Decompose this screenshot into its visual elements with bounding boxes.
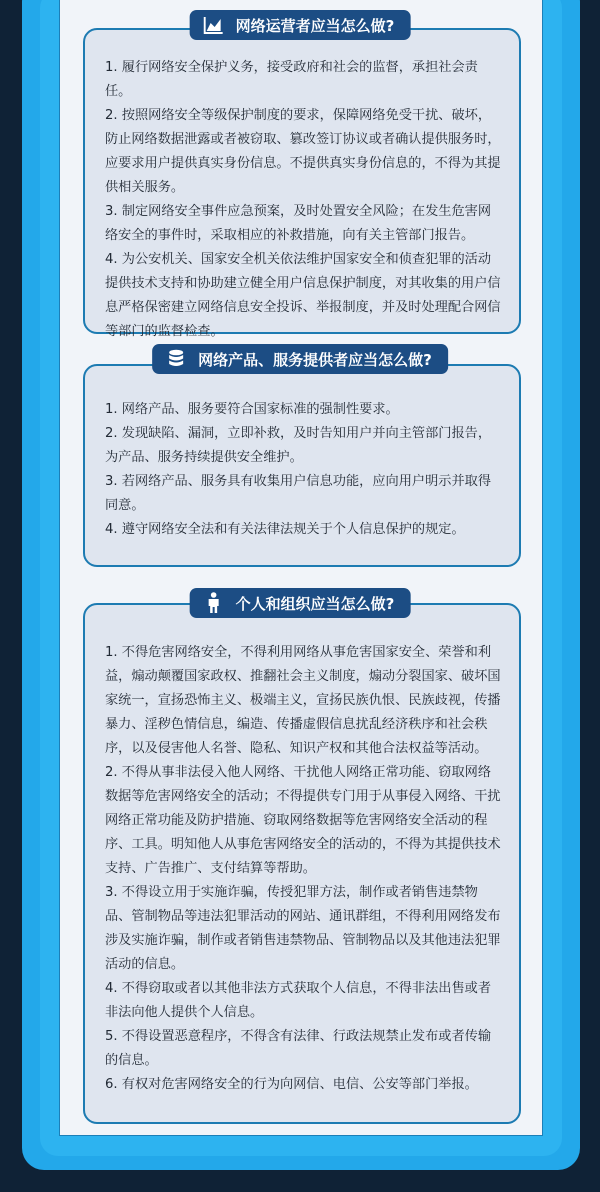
section-item: 2. 按照网络安全等级保护制度的要求，保障网络免受干扰、破坏，防止网络数据泄露或者被窃取、篡改签订协议或者确认提供服务时，应要求用户提供真实身份信息。不提供真实身份信息的，不得为其提供相关服务。 <box>105 108 501 195</box>
section-title-pill <box>190 10 411 40</box>
section-title: 个人和组织应当怎么做? <box>235 594 395 613</box>
section-title-pill <box>152 344 448 374</box>
section-item: 2. 不得从事非法侵入他人网络、干扰他人网络正常功能、窃取网络数据等危害网络安全的活动；不得提供专门用于从事侵入网络、干扰网络正常功能及防护措施、窃取网络数据等危害网络安全活动的程序、工具。明知他人从事危害网络安全的活动的，不得为其提供技术支持、广告推广、支付结算等帮助。 <box>105 765 501 876</box>
section-item: 1. 网络产品、服务要符合国家标准的强制性要求。 <box>105 402 399 417</box>
section-item: 3. 不得设立用于实施诈骗，传授犯罪方法，制作或者销售违禁物品、管制物品等违法犯罪活动的网站、通讯群组，不得利用网络发布涉及实施诈骗，制作或者销售违禁物品、管制物品以及其他违法犯罪活动的信息。 <box>105 885 501 972</box>
area-chart-icon <box>204 15 224 35</box>
section-title-pill <box>190 588 411 618</box>
section-card-individuals <box>83 603 521 1124</box>
section-item: 2. 发现缺陷、漏洞，立即补救，及时告知用户并向主管部门报告，为产品、服务持续提供安全维护。 <box>105 426 492 465</box>
database-icon <box>166 349 186 369</box>
section-card-providers <box>83 364 521 567</box>
section-item: 1. 不得危害网络安全，不得利用网络从事危害国家安全、荣誉和利益，煽动颠覆国家政权、推翻社会主义制度，煽动分裂国家、破坏国家统一，宣扬恐怖主义、极端主义，宣扬民族仇恨、民族歧视，传播暴力、淫秽色情信息，编造、传播虚假信息扰乱经济秩序和社会秩序，以及侵害他人名誉、隐私、知识产权和其他合法权益等活动。 <box>105 645 501 756</box>
section-item: 1. 履行网络安全保护义务，接受政府和社会的监督，承担社会责任。 <box>105 60 478 99</box>
person-icon <box>204 593 224 613</box>
section-item: 3. 若网络产品、服务具有收集用户信息功能，应向用户明示并取得同意。 <box>105 474 492 513</box>
section-item: 3. 制定网络安全事件应急预案，及时处置安全风险；在发生危害网络安全的事件时，采取相应的补救措施，向有关主管部门报告。 <box>105 204 492 243</box>
section-item: 6. 有权对危害网络安全的行为向网信、电信、公安等部门举报。 <box>105 1077 478 1092</box>
section-item: 5. 不得设置恶意程序，不得含有法律、行政法规禁止发布或者传输的信息。 <box>105 1029 492 1068</box>
section-title: 网络运营者应当怎么做? <box>235 16 395 35</box>
section-card-operators <box>83 28 521 339</box>
section-item: 4. 不得窃取或者以其他非法方式获取个人信息，不得非法出售或者非法向他人提供个人信息。 <box>105 981 492 1020</box>
section-item: 4. 遵守网络安全法和有关法律法规关于个人信息保护的规定。 <box>105 522 465 537</box>
section-item: 4. 为公安机关、国家安全机关依法维护国家安全和侦查犯罪的活动提供技术支持和协助建立健全用户信息保护制度，对其收集的用户信息严格保密建立网络信息安全投诉、举报制度，并及时处理配合网信等部门的监督检查。 <box>105 252 501 339</box>
section-title: 网络产品、服务提供者应当怎么做? <box>198 350 432 369</box>
